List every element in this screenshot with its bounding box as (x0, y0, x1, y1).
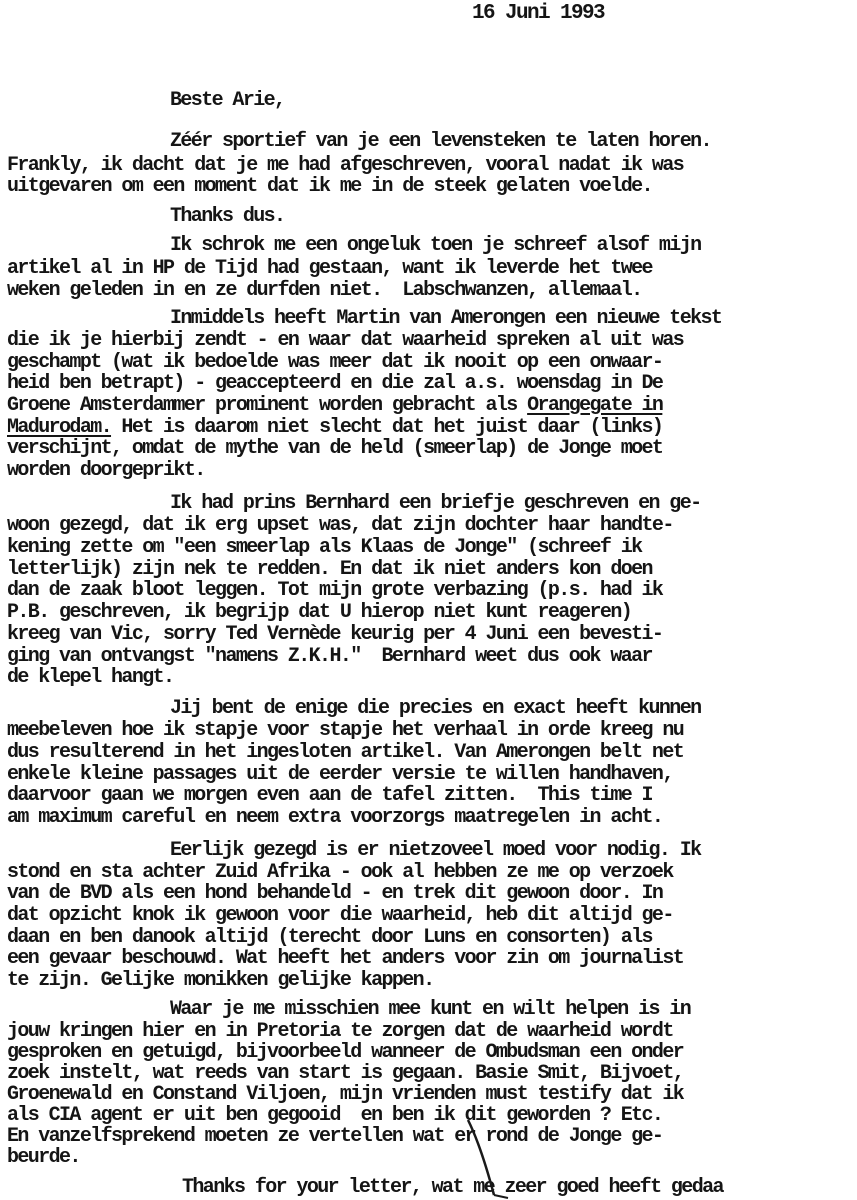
paragraph-line: Thanks dus. (170, 205, 285, 229)
paragraph-line: van de BVD als een hond behandeld - en trek dit gewoon door. In (7, 881, 663, 905)
paragraph-line: Ik schrok me een ongeluk toen je schreef alsof mijn (170, 234, 701, 258)
paragraph-line: P.B. geschreven, ik begrijp dat U hierop niet kunt reageren) (7, 600, 632, 624)
paragraph-line: Zéér sportief van je een levensteken te laten horen. (170, 130, 711, 153)
paragraph-line: Inmiddels heeft Martin van Amerongen een nieuwe tekst (170, 306, 722, 330)
paragraph-line: Frankly, ik dacht dat je me had afgeschreven, vooral nadat ik was (7, 153, 684, 177)
paragraph-line: Groenewald en Constand Viljoen, mijn vrienden must testify dat ik (7, 1083, 684, 1107)
paragraph-line: letterlijk) zijn nek te redden. En dat ik niet anders kon doen (7, 557, 652, 581)
paragraph-line: dus resulterend in het ingesloten artikel. Van Amerongen belt net (7, 741, 684, 765)
paragraph-line: Waar je me misschien mee kunt en wilt helpen is in (170, 998, 691, 1022)
paragraph-line: zoek instelt, wat reeds van start is gegaan. Basie Smit, Bijvoet, (7, 1062, 684, 1085)
paragraph-line: Ik had prins Bernhard een briefje geschreven en ge- (170, 491, 701, 515)
paragraph-line: een gevaar beschouwd. Wat heeft het anders voor zin om journalist (7, 946, 684, 970)
paragraph-line: Eerlijk gezegd is er nietzoveel moed voor nodig. Ik (170, 838, 701, 862)
paragraph-line: verschijnt, omdat de mythe van de held (smeerlap) de Jonge moet (7, 436, 663, 460)
paragraph-text: Het is daarom niet slecht dat het juist daar (links) (111, 415, 663, 439)
paragraph-line: daan en ben danook altijd (terecht door Luns en consorten) als (7, 925, 652, 949)
paragraph-line: gesproken en getuigd, bijvoorbeeld wanneer de Ombudsman een onder (7, 1041, 684, 1064)
paragraph-line: Jij bent de enige die precies en exact heeft kunnen (170, 697, 701, 721)
paragraph-line: weken geleden in en ze durfden niet. Labschwanzen, allemaal. (7, 278, 642, 302)
paragraph-line: geschampt (wat ik bedoelde was meer dat ik nooit op een onwaar- (7, 350, 663, 374)
paragraph-line: worden doorgeprikt. (7, 458, 205, 482)
paragraph-line: artikel al in HP de Tijd had gestaan, want ik leverde het twee (7, 257, 652, 280)
underlined-title: Madurodam. (7, 415, 112, 439)
paragraph-line: te zijn. Gelijke monikken gelijke kappen. (7, 968, 434, 992)
paragraph-line: heid ben betrapt) - geaccepteerd en die zal a.s. woensdag in De (7, 371, 663, 395)
paragraph-line: dan de zaak bloot leggen. Tot mijn grote verbazing (p.s. had ik (7, 578, 663, 602)
paragraph-line: die ik je hierbij zendt - en waar dat waarheid spreken al uit was (7, 328, 684, 352)
paragraph-line: kening zette om "een smeerlap als Klaas de Jonge" (schreef ik (7, 535, 642, 559)
paragraph-line: woon gezegd, dat ik erg upset was, dat zijn dochter haar handte- (7, 513, 673, 537)
paragraph-line: ging van ontvangst "namens Z.K.H." Bernhard weet dus ook waar (7, 644, 652, 668)
underlined-title: Orangegate in (527, 393, 663, 417)
paragraph-line: am maximum careful en neem extra voorzorgs maatregelen in acht. (7, 806, 663, 830)
paragraph-line: stond en sta achter Zuid Afrika - ook al hebben ze me op verzoek (7, 860, 673, 884)
paragraph-line: beurde. (7, 1146, 80, 1170)
paragraph-line: jouw kringen hier en in Pretoria te zorgen dat de waarheid wordt (7, 1020, 673, 1043)
paragraph-line: En vanzelfsprekend moeten ze vertellen wat er rond de Jonge ge- (7, 1125, 663, 1149)
paragraph-line: uitgevaren om een moment dat ik me in de steek gelaten voelde. (7, 174, 652, 198)
paragraph-line: kreeg van Vic, sorry Ted Vernède keurig per 4 Juni een bevesti- (7, 622, 663, 646)
paragraph-line (7, 417, 662, 439)
paragraph-line: meebeleven hoe ik stapje voor stapje het verhaal in orde kreeg nu (7, 719, 684, 743)
paragraph-line: de klepel hangt. (7, 665, 174, 689)
paragraph-line: als CIA agent er uit ben gegooid en ben ik dit geworden ? Etc. (7, 1104, 663, 1128)
paragraph-text: Groene Amsterdammer prominent worden gebracht als (7, 393, 528, 417)
paragraph-line: enkele kleine passages uit de eerder versie te willen handhaven, (7, 763, 673, 787)
paragraph-line: daarvoor gaan we morgen even aan de tafel zitten. This time I (7, 784, 652, 808)
letter-date: 16 Juni 1993 (472, 2, 605, 25)
closing-line: Thanks for your letter, wat me zeer goed heeft gedaa (182, 1175, 723, 1199)
paragraph-line (7, 395, 662, 417)
paragraph-line: dat opzicht knok ik gewoon voor die waarheid, heb dit altijd ge- (7, 903, 673, 927)
salutation: Beste Arie, (170, 88, 285, 112)
